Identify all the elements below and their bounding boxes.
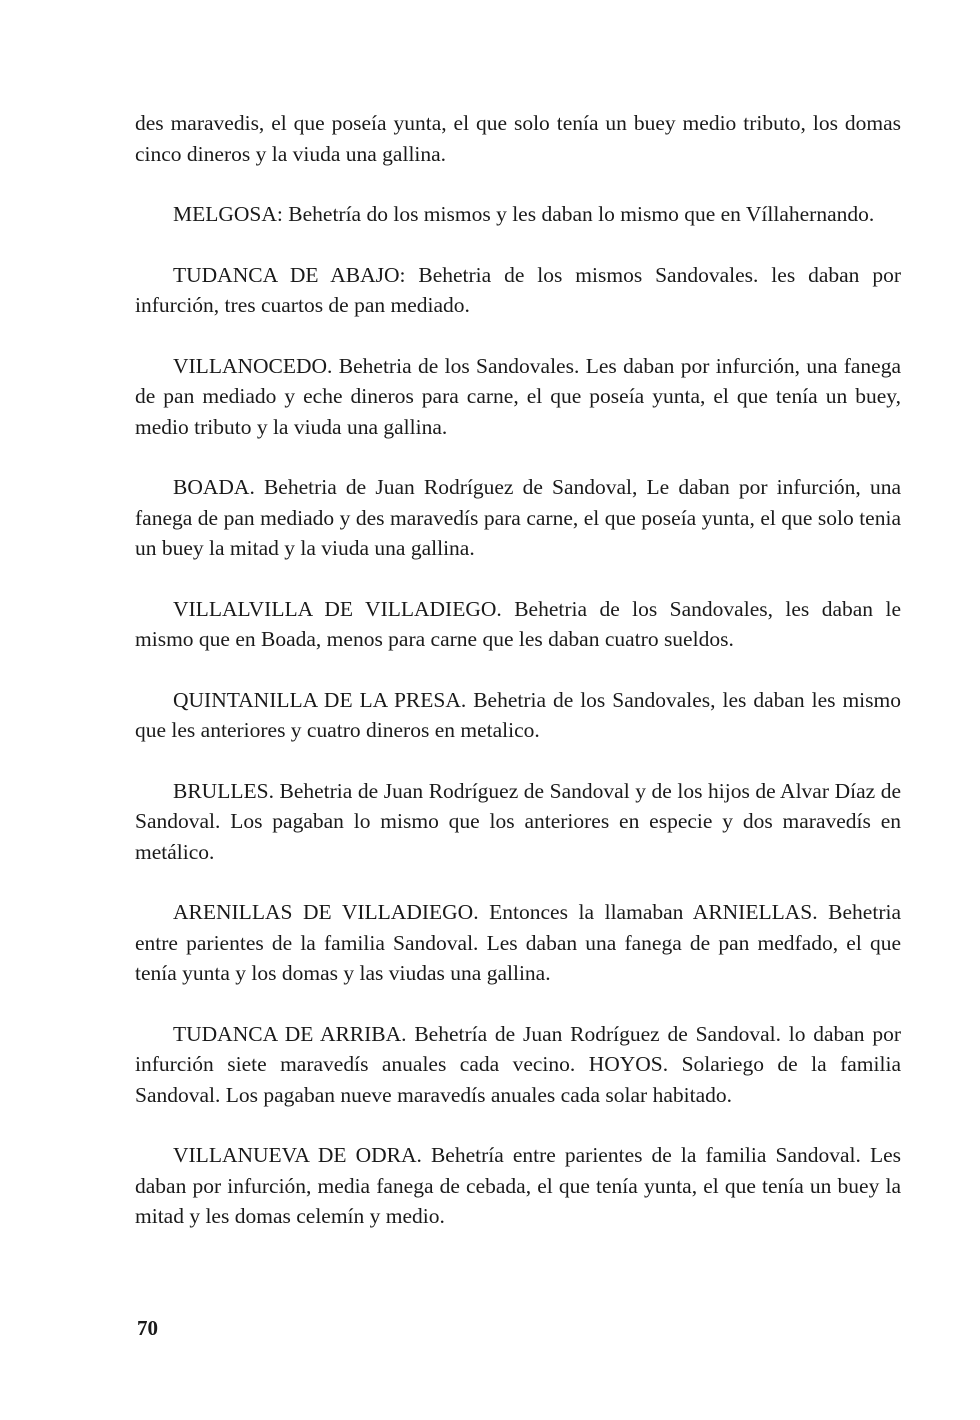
paragraph-tudanca-de-abajo: TUDANCA DE ABAJO: Behetria de los mismos Sandovales. les daban por infurción, tres cuartos de pan mediado.	[135, 262, 901, 317]
paragraph-villanocedo: VILLANOCEDO. Behetria de los Sandovales. Les daban por infurción, una fanega de pan mediado y eche dineros para carne, el que poseía yunta, el que tenía un buey, medio tributo y la viuda una gallina.	[135, 353, 901, 439]
paragraph-arenillas: ARENILLAS DE VILLADIEGO. Entonces la llamaban ARNIELLAS. Behetria entre parientes de la familia Sandoval. Les daban una fanega de pan medfado, el que tenía yunta y los domas y las viudas una gallina.	[135, 900, 901, 985]
paragraph-villalvilla: VILLALVILLA DE VILLADIEGO. Behetria de los Sandovales, les daban le mismo que en Boada, menos para carne que les daban cuatro sueldos.	[135, 596, 901, 651]
body-text	[135, 108, 901, 1262]
paragraph-tudanca-de-arriba: TUDANCA DE ARRIBA. Behetría de Juan Rodríguez de Sandoval. lo daban por infurción siete maravedís anuales cada vecino. HOYOS. Solariego de la familia Sandoval. Los pagaban nueve maravedís anuales cada solar habitado.	[135, 1021, 901, 1107]
page-number: 70	[137, 1316, 158, 1340]
paragraph-quintanilla: QUINTANILLA DE LA PRESA. Behetria de los Sandovales, les daban les mismo que les anteriores y cuatro dineros en metalico.	[135, 687, 901, 742]
paragraph-brulles: BRULLES. Behetria de Juan Rodríguez de Sandoval y de los hijos de Alvar Díaz de Sandoval. Los pagaban lo mismo que los anteriores en especie y dos maravedís en metálico.	[135, 778, 901, 864]
paragraph-continuation: des maravedis, el que poseía yunta, el que solo tenía un buey medio tributo, los domas cinco dineros y la viuda una gallina.	[135, 111, 901, 166]
paragraph-boada: BOADA. Behetria de Juan Rodríguez de Sandoval, Le daban por infurción, una fanega de pan mediado y des maravedís para carne, el que poseía yunta, el que solo tenia un buey la mitad y la viuda una gallina.	[135, 475, 901, 560]
paragraph-villanueva-de-odra: VILLANUEVA DE ODRA. Behetría entre parientes de la familia Sandoval. Les daban por infurción, media fanega de cebada, el que tenía yunta, el que tenía un buey la mitad y les domas celemín y medio.	[135, 1143, 901, 1228]
paragraph-melgosa: MELGOSA: Behetría do los mismos y les daban lo mismo que en Víllahernando.	[173, 202, 875, 226]
